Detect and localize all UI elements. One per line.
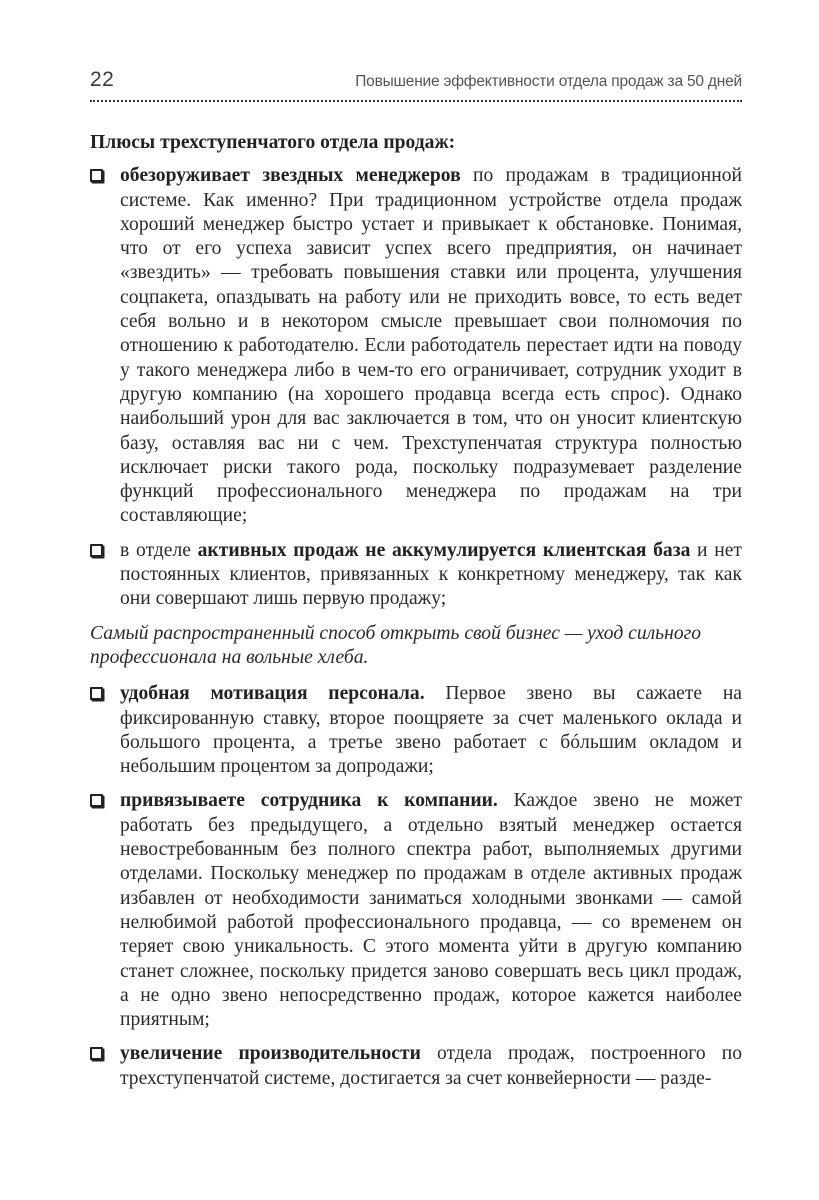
checkbox-bullet-icon	[90, 544, 103, 557]
list-item	[90, 164, 742, 528]
running-title: Повышение эффективности отдела продаж за 50 дней	[355, 73, 742, 90]
item-bold: обезоруживает звездных менеджеров	[120, 165, 461, 187]
page-number: 22	[90, 68, 115, 91]
list-item	[90, 682, 742, 779]
list-item	[90, 789, 742, 1032]
checkbox-bullet-icon	[90, 794, 103, 807]
item-text: отдела продаж, построенного по трехступенчатой системе, достигается за счет конвейерности — разде-	[120, 1043, 743, 1089]
item-bold: удобная мотивация персонала.	[120, 683, 425, 705]
book-page	[90, 68, 742, 1101]
item-text: по продажам в традиционной системе. Как именно? При традиционном устройстве отдела продаж хороший менеджер быстро устает и привыкает к обстановке. Понимая, что от его успеха зависит успех всего предприятия, он начинает «звездить» — требовать повышения ставки или процента, улучшения соцпакета, опаздывать на работу или не приходить вовсе, то есть ведет себя вольно и в некотором смысле превышает свои полномочия по отношению к работодателю. Если работодатель перестает идти на поводу у такого менеджера либо в чем-то его ограничивает, сотрудник уходит в другую компанию (на хорошего продавца всегда есть спрос). Однако наибольший урон для вас заключается в том, что он уносит клиентскую базу, оставляя вас ни с чем. Трехступенчатая структура полностью исключает риски такого рода, поскольку подразумевает разделение функций профессионального менеджера по продажам на три составляющие;	[120, 165, 742, 527]
checkbox-bullet-icon	[90, 169, 103, 182]
item-bold: привязываете сотрудника к компании.	[120, 790, 498, 812]
italic-callout: Самый распространенный способ открыть свой бизнес — уход сильного профессионала на вольные хлеба.	[90, 622, 702, 668]
item-text: и нет постоянных клиентов, привязанных к конкретному менеджеру, так как они совершают лишь первую продажу;	[120, 539, 742, 610]
checkbox-bullet-icon	[90, 1047, 103, 1060]
list-item	[90, 1042, 742, 1091]
list-item	[90, 539, 742, 612]
item-text: Каждое звено не может работать без предыдущего, а отдельно взятый менеджер остается невостребованным без полного спектра работ, выполняемых другими отделами. Поскольку менеджер по продажам в отделе активных продаж избавлен от необходимости заниматься холодными звонками — самой нелюбимой работой профессионального продавца, — со временем он теряет свою уникальность. С этого момента уйти в другую компанию станет сложнее, поскольку придется заново совершать весь цикл продаж, а не одно звено непосредственно продаж, которое кажется наиболее приятным;	[120, 790, 742, 1031]
page-content	[90, 131, 742, 1091]
item-text: Первое звено вы сажаете на фиксированную ставку, второе поощряете за счет маленького оклада и большого процента, а третье звено работает с бóльшим окладом и небольшим процентом за допродажи;	[120, 683, 742, 778]
dotted-header-rule	[90, 100, 742, 102]
running-head	[90, 68, 742, 96]
section-heading: Плюсы трехступенчатого отдела продаж:	[90, 132, 456, 153]
item-lead: в отделе	[120, 539, 198, 561]
checkbox-bullet-icon	[90, 687, 103, 700]
item-bold: активных продаж не аккумулируется клиентская база	[197, 539, 691, 561]
item-bold: увеличение производительности	[120, 1043, 421, 1065]
